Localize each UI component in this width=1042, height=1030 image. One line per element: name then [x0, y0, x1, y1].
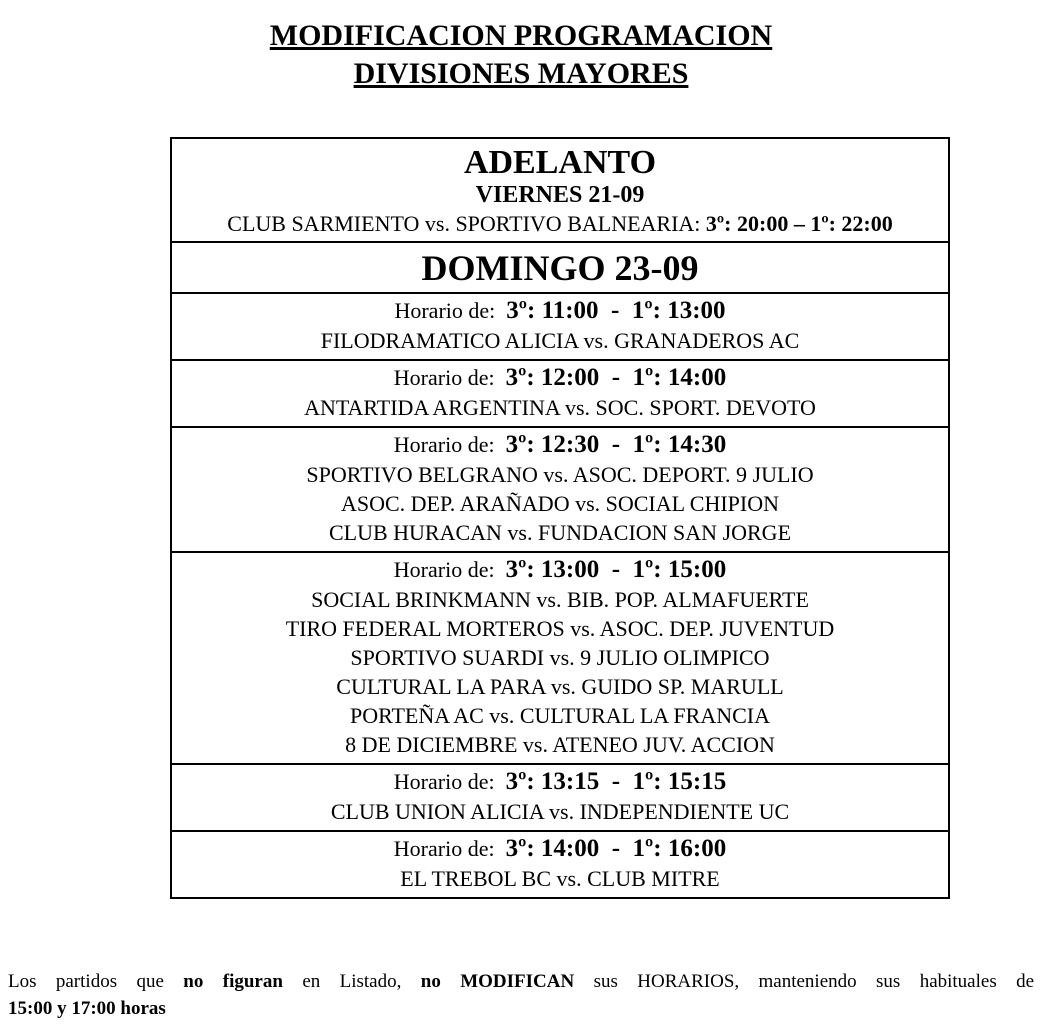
match-row: SPORTIVO SUARDI vs. 9 JULIO OLIMPICO: [350, 645, 770, 670]
note-text-2: en Listado,: [302, 971, 402, 992]
match-row: ANTARTIDA ARGENTINA vs. SOC. SPORT. DEVOTO: [304, 395, 816, 420]
slot-schedule: [172, 555, 948, 585]
schedule-table: [170, 137, 950, 899]
match-row: ASOC. DEP. ARAÑADO vs. SOCIAL CHIPION: [340, 491, 779, 516]
match-row: EL TREBOL BC vs. CLUB MITRE: [400, 866, 720, 891]
slot-times: 3º: 12:00 - 1º: 14:00: [505, 364, 727, 391]
note-text-1: Los partidos que: [8, 971, 164, 992]
time-slot-section: [172, 294, 948, 361]
slot-schedule: [172, 363, 948, 393]
match-row: CULTURAL LA PARA vs. GUIDO SP. MARULL: [336, 674, 784, 699]
match-row: SPORTIVO BELGRANO vs. ASOC. DEPORT. 9 JULIO: [306, 462, 814, 487]
note-hours: 15:00 y 17:00 horas: [8, 998, 166, 1019]
adelanto-section: [172, 139, 948, 243]
match-row: FILODRAMATICO ALICIA vs. GRANADEROS AC: [320, 328, 800, 353]
adelanto-times: 3º: 20:00 – 1º: 22:00: [705, 211, 893, 236]
time-slot-section: [172, 428, 948, 553]
match-row: PORTEÑA AC vs. CULTURAL LA FRANCIA: [350, 703, 770, 728]
match-row: CLUB HURACAN vs. FUNDACION SAN JORGE: [328, 520, 792, 545]
footer-note: [8, 968, 1034, 995]
slot-times: 3º: 14:00 - 1º: 16:00: [505, 835, 727, 862]
time-slot-section: [172, 765, 948, 832]
note-text-3: sus HORARIOS, manteniendo sus habituales de: [593, 971, 1035, 992]
adelanto-match: CLUB SARMIENTO vs. SPORTIVO BALNEARIA:: [227, 211, 701, 236]
slot-times: 3º: 13:00 - 1º: 15:00: [505, 556, 727, 583]
domingo-heading: DOMINGO 23-09: [172, 243, 948, 294]
note-bold-1: no figuran: [183, 971, 283, 992]
slot-prefix: Horario de:: [393, 432, 495, 457]
slot-times: 3º: 11:00 - 1º: 13:00: [506, 297, 726, 324]
time-slot-section: [172, 361, 948, 428]
time-slot-section: [172, 553, 948, 765]
slot-prefix: Horario de:: [393, 557, 495, 582]
slot-schedule: [172, 767, 948, 797]
match-row: CLUB UNION ALICIA vs. INDEPENDIENTE UC: [330, 799, 790, 824]
page-subtitle: DIVISIONES MAYORES: [353, 57, 689, 90]
adelanto-day: VIERNES 21-09: [475, 182, 645, 208]
slot-schedule: [172, 296, 948, 326]
adelanto-heading: ADELANTO: [463, 144, 657, 181]
slot-times: 3º: 13:15 - 1º: 15:15: [505, 768, 727, 795]
slot-prefix: Horario de:: [394, 298, 496, 323]
time-slot-section: [172, 832, 948, 897]
adelanto-match-row: [172, 209, 948, 241]
match-row: SOCIAL BRINKMANN vs. BIB. POP. ALMAFUERTE: [311, 587, 809, 612]
page-title: MODIFICACION PROGRAMACION: [269, 19, 773, 52]
note-bold-2: no MODIFICAN: [420, 971, 575, 992]
slot-schedule: [172, 430, 948, 460]
match-row: 8 DE DICIEMBRE vs. ATENEO JUV. ACCION: [345, 732, 775, 757]
match-row: TIRO FEDERAL MORTEROS vs. ASOC. DEP. JUVENTUD: [285, 616, 835, 641]
slot-times: 3º: 12:30 - 1º: 14:30: [505, 431, 727, 458]
slot-prefix: Horario de:: [393, 769, 495, 794]
slot-prefix: Horario de:: [393, 836, 495, 861]
slot-prefix: Horario de:: [393, 365, 495, 390]
slot-schedule: [172, 834, 948, 864]
